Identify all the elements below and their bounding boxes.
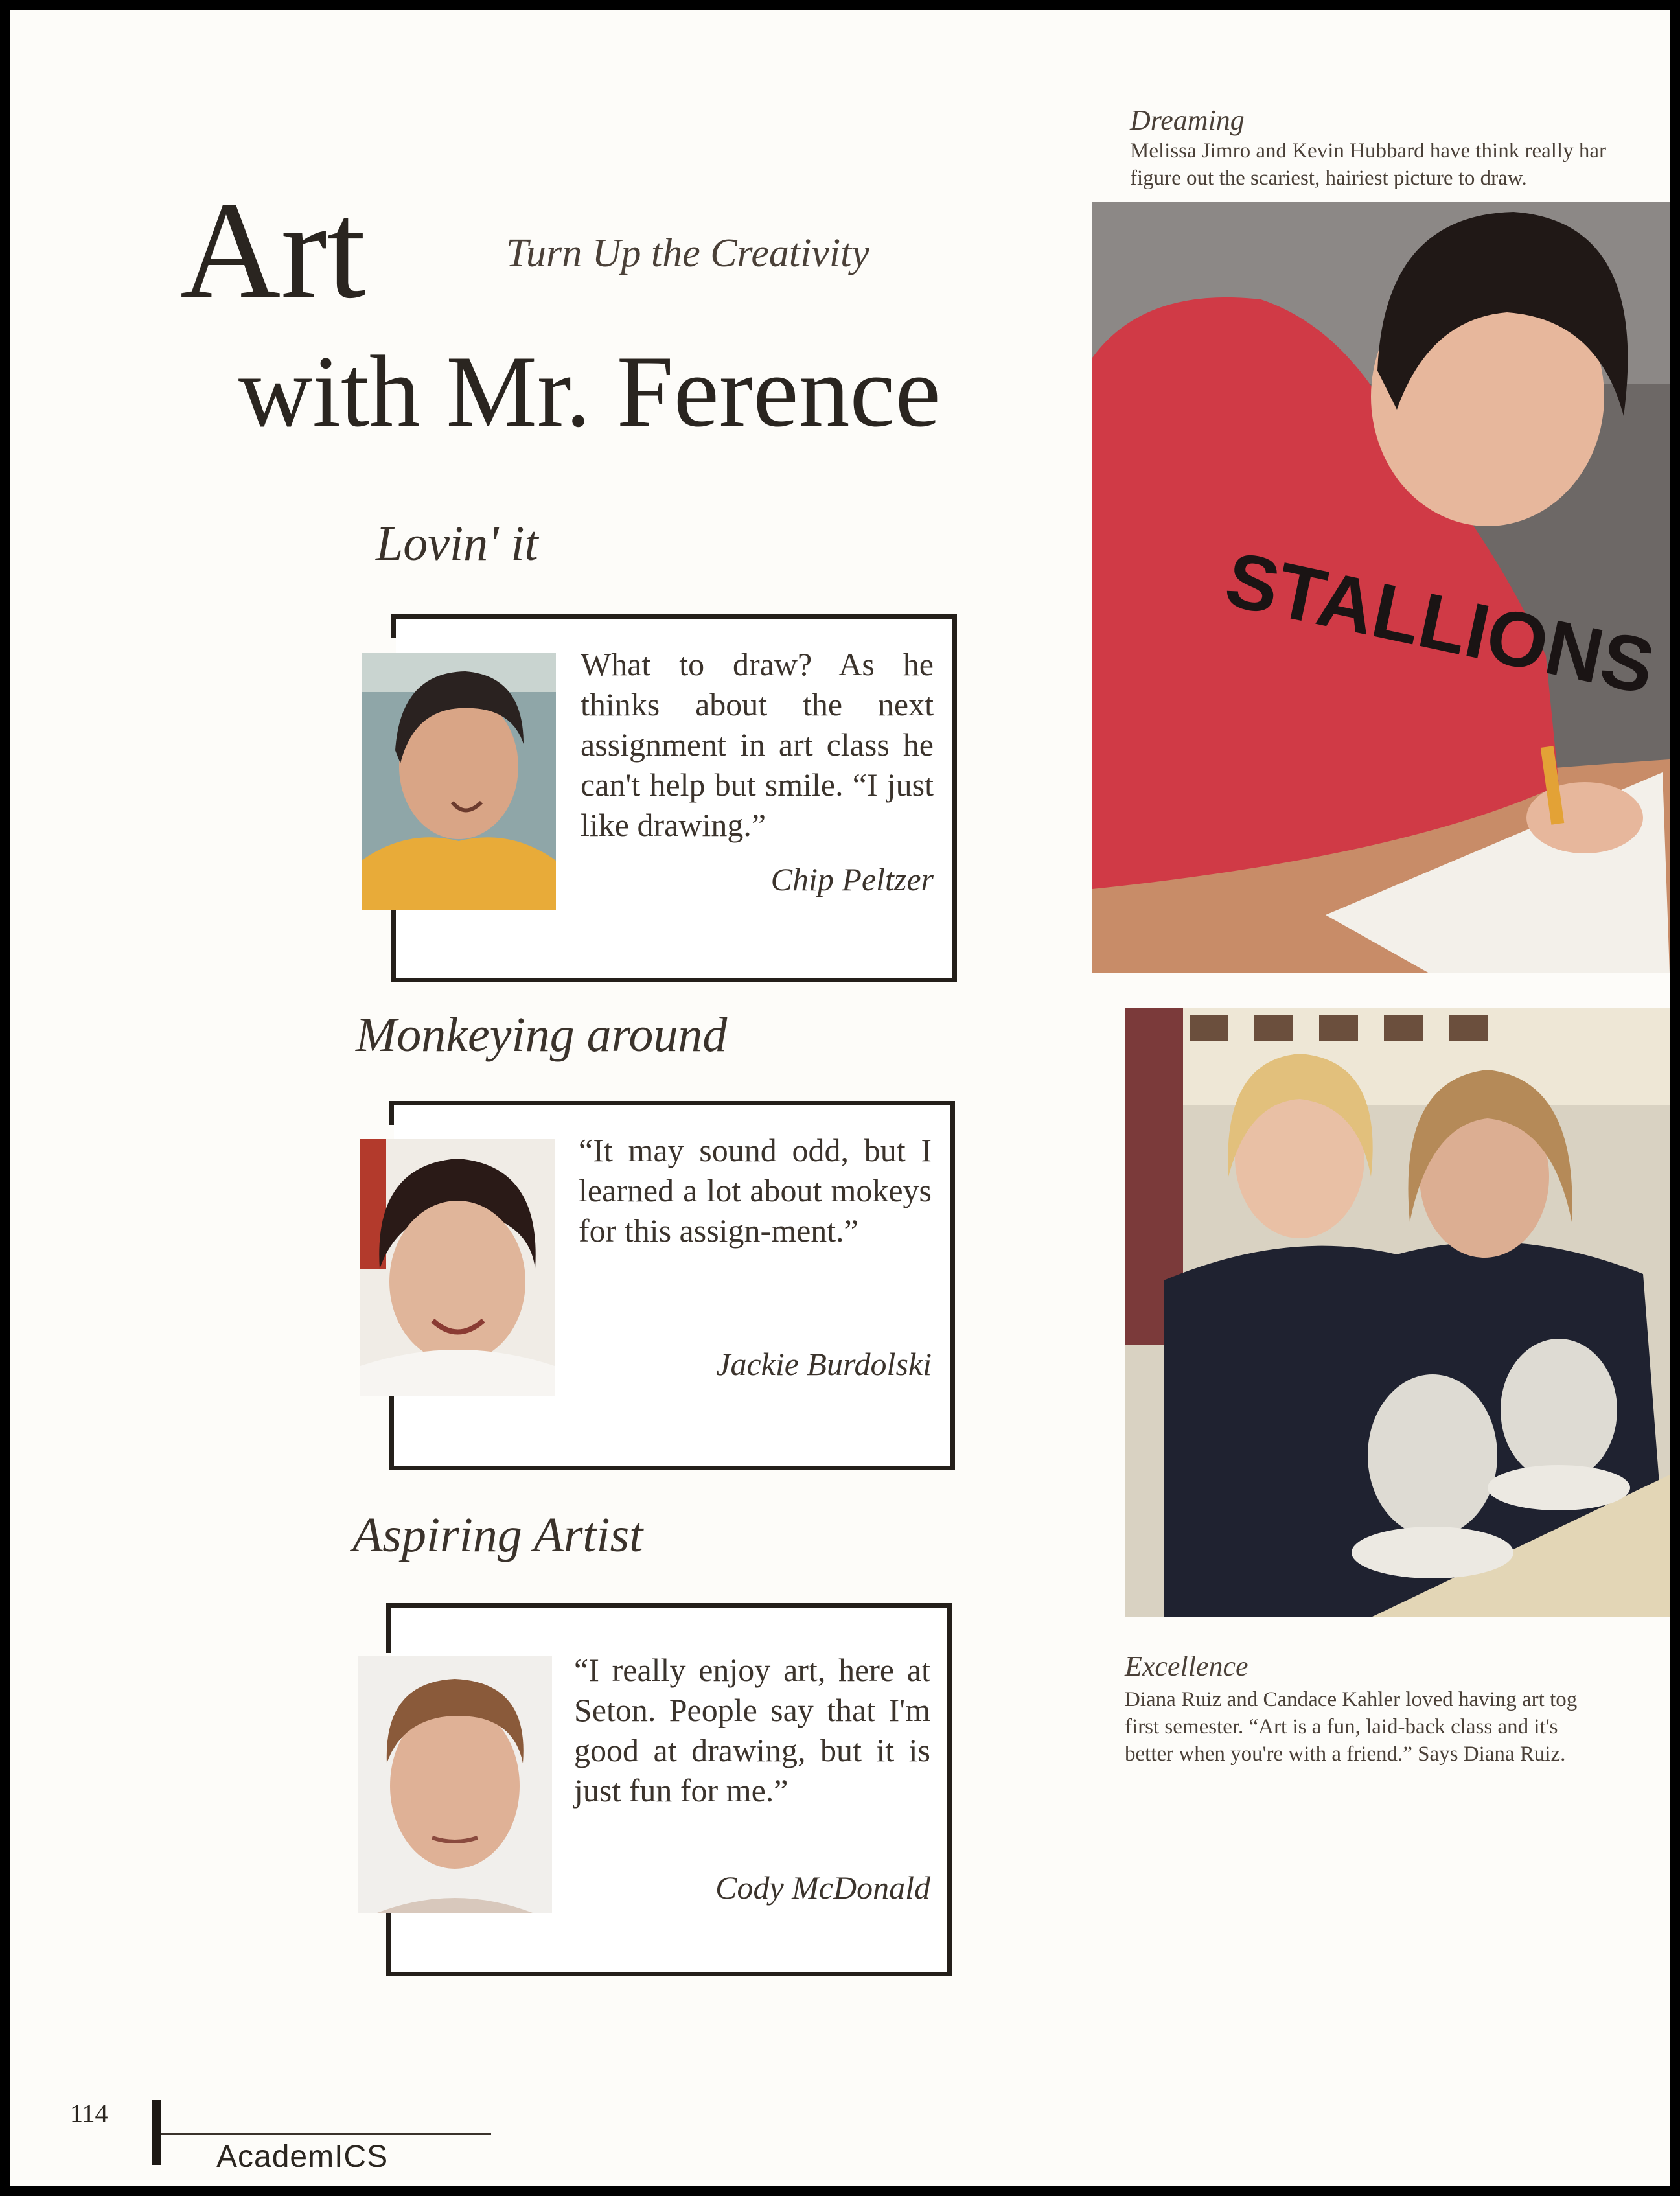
quote-text: “It may sound odd, but I learned a lot about mokeys for this assign-ment.” xyxy=(579,1132,932,1249)
yearbook-page xyxy=(10,10,1670,2186)
section-heading-monkeying-around: Monkeying around xyxy=(356,1008,728,1062)
footer-rule xyxy=(161,2133,491,2135)
footer-section-label: AcademICS xyxy=(216,2140,389,2174)
page-title-line2: with Mr. Ference xyxy=(238,335,941,448)
quote-text: What to draw? As he thinks about the next assignment in art class he can't help but smile. “I just like drawing.” xyxy=(581,646,934,843)
quote-attribution: Chip Peltzer xyxy=(770,861,934,897)
photo-caption-title: Excellence xyxy=(1125,1650,1248,1682)
svg-text:STALLIONS: STALLIONS xyxy=(1218,535,1662,711)
page-title: Art xyxy=(180,172,366,327)
photo-caption-text: Diana Ruiz and Candace Kahler loved having art tog first semester. “Art is a fun, laid-back class and it's better when you're with a friend.” Says Diana Ruiz. xyxy=(1125,1688,1578,1766)
student-portrait-chip xyxy=(362,653,556,910)
quote-text: “I really enjoy art, here at Seton. People say that I'm good at drawing, but it is just fun for me.” xyxy=(574,1652,930,1809)
page-subtitle: Turn Up the Creativity xyxy=(506,231,869,275)
photo-caption-title: Dreaming xyxy=(1130,104,1245,136)
quote-attribution: Cody McDonald xyxy=(715,1869,930,1906)
page-number: 114 xyxy=(70,2099,108,2128)
art-class-photo-sculptures xyxy=(1125,1008,1670,1617)
quote-attribution: Jackie Burdolski xyxy=(716,1346,932,1382)
section-heading-aspiring-artist: Aspiring Artist xyxy=(352,1508,643,1562)
student-portrait-cody xyxy=(358,1656,552,1913)
student-portrait-jackie xyxy=(360,1139,555,1396)
photo-caption-text: Melissa Jimro and Kevin Hubbard have think really har figure out the scariest, hairiest picture to draw. xyxy=(1130,139,1606,190)
section-heading-lovin-it: Lovin' it xyxy=(376,516,538,571)
art-class-photo-drawing xyxy=(1092,202,1670,973)
footer-bar xyxy=(152,2100,161,2165)
